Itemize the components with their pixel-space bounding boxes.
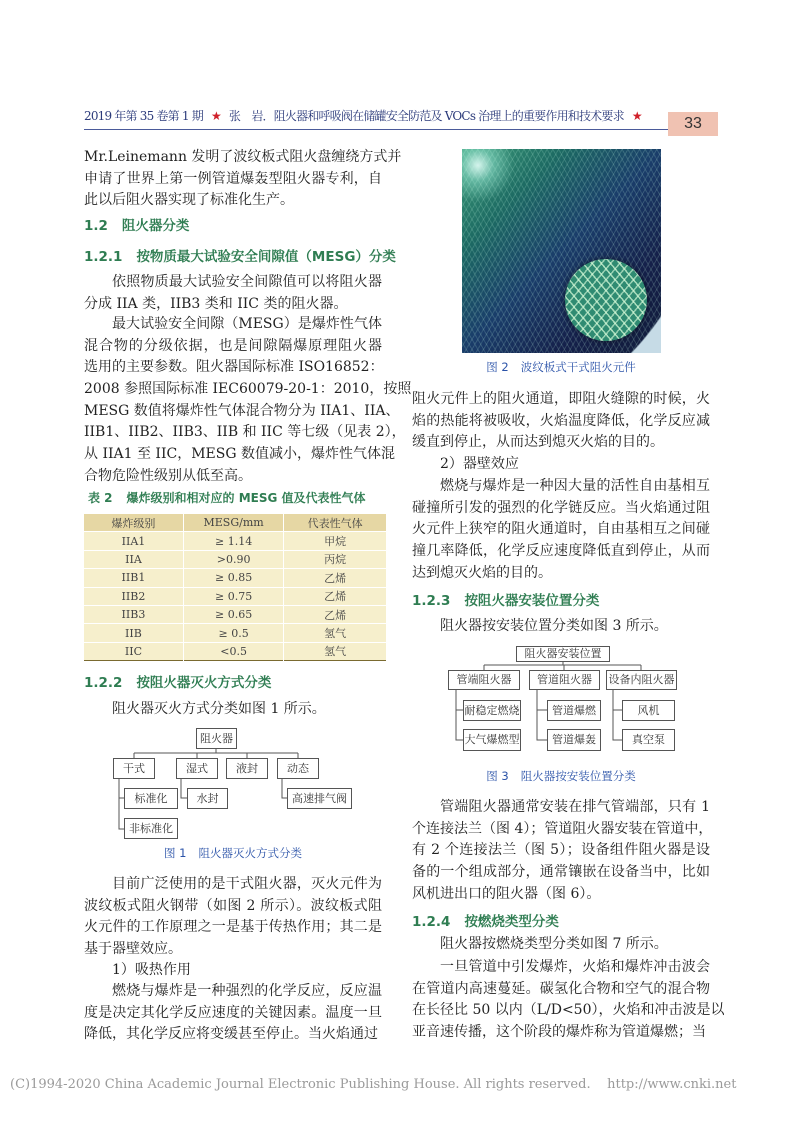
star-icon: ★ [210,109,221,123]
fig1-leaf: 标准化 [124,788,178,809]
paragraph [412,797,713,905]
paragraph [412,934,710,956]
paragraph [412,957,725,1044]
text-line: 碰撞所引发的强烈的化学链反应。当火焰通过阻 [412,499,710,516]
table-cell: >0.90 [183,550,283,568]
text-line: 在管道内高速蔓延。碳氢化合物和空气的混合物 [412,980,710,997]
text-line: 合物危险性级别从低至高。 [84,467,252,484]
fig1-leaf: 水封 [187,788,228,809]
table-cell: IIB3 [84,605,183,623]
table-cell: 乙烯 [284,605,386,623]
text-line: 此以后阻火器实现了标准化生产。 [84,192,294,209]
table-header-cell: MESG/mm [183,514,283,532]
magnified-mesh-detail [565,259,647,341]
fig1-branch: 动态 [277,758,319,779]
table-cell: IIC [84,642,183,660]
table-cell: 氢气 [284,624,386,642]
text-line: 降低，其化学反应将变缓甚至停止。当火焰通过 [84,1026,378,1043]
paragraph [412,389,710,454]
paragraph [412,476,710,584]
text-line: MESG 数值将爆炸性气体混合物分为 IIA1、IIA、 [84,402,400,419]
text-line: 阻火器按安装位置分类如图 3 所示。 [440,618,668,634]
table-cell: ≥ 0.5 [183,624,283,642]
text-line: 混合物的分级依据，也是间隙隔爆原理阻火器 [84,337,382,354]
paragraph [412,616,710,638]
figure-3-caption: 图 3 阻火器按安装位置分类 [486,769,636,783]
fig3-branch: 管道阻火器 [529,670,600,690]
fig3-leaf: 管道爆轰 [547,729,601,751]
section-heading-1-2-2: 1.2.2 按阻火器灭火方式分类 [84,675,272,691]
text-line: 燃烧与爆炸是一种强烈的化学反应，反应温 [112,983,382,999]
text-line: 缓直到停止，从而达到熄灭火焰的目的。 [412,434,664,451]
table-cell: 乙烯 [284,587,386,605]
figure-2-photo [462,149,661,353]
table-cell: IIB1 [84,569,183,587]
paragraph [84,981,382,1046]
text-line: 阻火元件上的阻火通道，即阻火缝隙的时候，火 [412,391,710,407]
text-line: 阻火器按燃烧类型分类如图 7 所示。 [440,936,668,952]
table-cell: 乙烯 [284,569,386,587]
fig1-branch: 干式 [113,758,155,779]
section-heading-1-2-3: 1.2.3 按阻火器安装位置分类 [412,593,600,609]
table-cell: ≥ 0.65 [183,605,283,623]
page-number: 33 [668,112,718,136]
fig3-leaf: 风机 [622,700,675,721]
fig3-branch: 管端阻火器 [448,670,520,690]
text-line: 度是决定其化学反应速度的关键因素。温度一旦 [84,1004,382,1021]
text-line: 一旦管道中引发爆炸，火焰和爆炸冲击波会 [440,959,710,975]
journal-issue: 2019 年第 35 卷第 1 期 [84,109,203,123]
fig3-root: 阻火器安装位置 [516,646,610,662]
table-cell: 丙烷 [284,550,386,568]
text-line: 燃烧与爆炸是一种因大量的活性自由基相互 [440,478,710,494]
text-line: 火元件的工作原理之一是基于传热作用；其二是 [84,919,382,936]
table-cell: ≥ 1.14 [183,532,283,550]
section-heading-1-2-4: 1.2.4 按燃烧类型分类 [412,914,559,930]
table-header-cell: 爆炸级别 [84,514,183,532]
text-line: 撞几率降低，化学反应速度降低直到停止，从而 [412,543,710,560]
fig1-branch: 液封 [226,758,268,779]
star-icon: ★ [631,109,642,123]
text-line: 波纹板式阻火钢带（如图 2 所示）。波纹板式阻 [84,897,382,914]
text-line: 达到熄灭火焰的目的。 [412,564,552,581]
text-line: 分成 IIA 类，IIB3 类和 IIC 类的阻火器。 [84,295,348,312]
text-line: 有 2 个连接法兰（图 5）；设备组件阻火器是设 [412,842,710,859]
text-line: 1）吸热作用 [112,962,191,978]
table-cell: 氢气 [284,642,386,660]
table-cell: IIB [84,624,183,642]
fig3-leaf: 管道爆燃 [547,700,601,721]
text-line: 备的一个组成部分，通常镶嵌在设备当中，比如 [412,864,710,881]
section-heading-1-2: 1.2 阻火器分类 [84,218,190,234]
table-cell: IIA [84,550,183,568]
fig1-leaf: 高速排气阀 [287,788,352,809]
table-cell: IIA1 [84,532,183,550]
text-line: 选用的主要参数。阻火器国际标准 ISO16852： [84,359,384,376]
paragraph [84,874,382,961]
table-caption: 表 2 爆炸级别和相对应的 MESG 值及代表性气体 [88,491,366,505]
fig1-root: 阻火器 [196,728,237,749]
text-line: 最大试验安全间隙（MESG）是爆炸性气体 [112,316,382,332]
text-line: 在长径比 50 以内（L/D<50），火焰和冲击波是以 [412,1002,725,1019]
fig1-branch: 湿式 [176,758,218,779]
fig3-leaf: 大气爆燃型 [463,729,521,751]
text-line: 目前广泛使用的是干式阻火器，灭火元件为 [112,876,382,892]
text-line: 火元件上狭窄的阻火通道时，自由基相互之间碰 [412,521,710,538]
table-header-cell: 代表性气体 [284,514,386,532]
text-line: 基于器壁效应。 [84,941,182,958]
text-line: 管端阻火器通常安装在排气管端部，只有 1 [440,799,710,815]
text-line: 从 IIA1 至 IIC，MESG 数值减小，爆炸性气体混 [84,446,395,463]
figure-2-caption: 图 2 波纹板式干式阻火元件 [486,360,636,374]
text-line: 阻火器灭火方式分类如图 1 所示。 [112,701,326,717]
fig1-leaf: 非标准化 [124,818,178,839]
table-cell: ≥ 0.85 [183,569,283,587]
text-line: Mr.Leinemann 发明了波纹板式阻火盘缠绕方式并 [84,149,402,165]
text-line: 风机进出口的阻火器（图 6）。 [412,885,601,902]
copyright-footer: (C)1994-2020 China Academic Journal Electronic Publishing House. All rights reserved. http://www.cnki.net [10,1077,737,1092]
table-cell: IIB2 [84,587,183,605]
paragraph [84,960,382,982]
text-line: 亚音速传播，这个阶段的爆炸称为管道爆燃；当 [412,1024,706,1041]
table-cell: 甲烷 [284,532,386,550]
text-line: 依照物质最大试验安全间隙值可以将阻火器 [112,274,382,290]
table-cell: ≥ 0.75 [183,587,283,605]
text-line: 申请了世界上第一例管道爆轰型阻火器专利，自 [84,170,382,187]
fig3-leaf: 耐稳定燃烧 [463,700,521,721]
paragraph [412,454,710,476]
article-title: 张 岩．阻火器和呼吸阀在储罐安全防范及 VOCs 治理上的重要作用和技术要求 [228,109,624,123]
table-cell: <0.5 [183,642,283,660]
text-line: 个连接法兰（图 4）；管道阻火器安装在管道中， [412,820,713,837]
fig3-branch: 设备内阻火器 [606,670,677,690]
figure-1-caption: 图 1 阻火器灭火方式分类 [164,846,302,860]
text-line: 焰的热能将被吸收，火焰温度降低，化学反应减 [412,412,710,429]
section-heading-1-2-1: 1.2.1 按物质最大试验安全间隙值（MESG）分类 [84,249,396,265]
text-line: 2）器壁效应 [440,456,519,472]
fig3-leaf: 真空泵 [622,729,675,751]
text-line: IIB1、IIB2、IIB3、IIB 和 IIC 等七级（见表 2）， [84,424,406,441]
text-line: 2008 参照国际标准 IEC60079-20-1：2010，按照 [84,381,412,398]
